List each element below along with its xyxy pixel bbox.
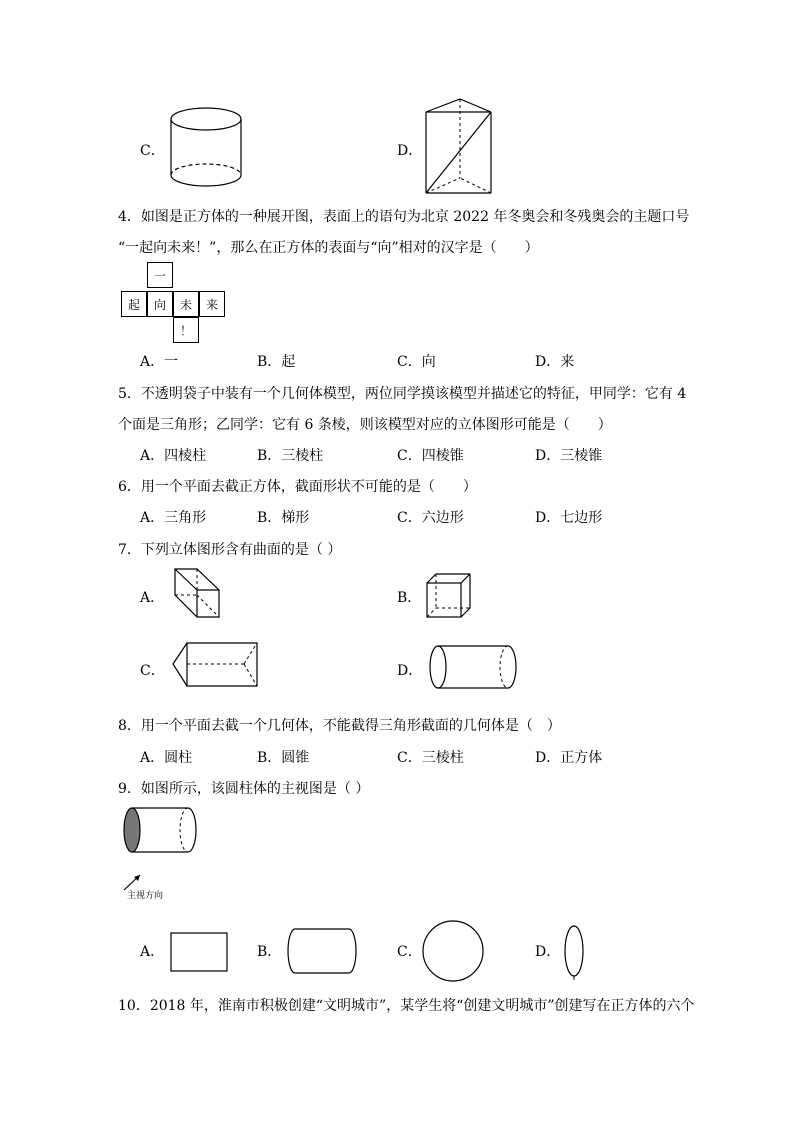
q6-option-a[interactable]: A．三角形 — [140, 510, 207, 526]
q5-stem-line2: 个面是三角形；乙同学：它有 6 条棱，则该模型对应的立体图形可能是（ ） — [118, 417, 612, 433]
circle-view-c — [422, 920, 484, 982]
prism-figure-c — [172, 642, 260, 690]
q5-option-a[interactable]: A．四棱柱 — [140, 448, 207, 464]
net-cell-top: 一 — [147, 262, 173, 288]
q9-stem: 9．如图所示，该圆柱体的主视图是（ ） — [118, 781, 370, 797]
ellipse-view-d — [563, 925, 587, 981]
q7-option-d-label[interactable]: D． — [397, 663, 423, 679]
q3-option-c-label: C． — [140, 143, 165, 159]
q7-option-b-label[interactable]: B． — [397, 590, 422, 606]
q6-stem: 6．用一个平面去截正方体，截面形状不可能的是（ ） — [118, 479, 477, 495]
rectangle-view-a — [170, 932, 228, 972]
q5-option-d[interactable]: D．三棱锥 — [535, 448, 603, 464]
q5-option-b[interactable]: B．三棱柱 — [257, 448, 324, 464]
q8-stem: 8．用一个平面去截一个几何体，不能截得三角形截面的几何体是（ ） — [118, 718, 561, 734]
net-cell-right1: 未 — [173, 291, 199, 317]
net-cell-left: 起 — [121, 291, 147, 317]
view-direction-label: 主视方向 — [127, 891, 164, 901]
q7-option-c-label[interactable]: C． — [140, 663, 165, 679]
cylinder-figure-q9 — [122, 806, 200, 856]
q6-option-c[interactable]: C．六边形 — [397, 510, 464, 526]
q7-stem: 7．下列立体图形含有曲面的是（ ） — [118, 542, 342, 558]
q8-option-d[interactable]: D．正方体 — [535, 750, 603, 766]
q4-option-a[interactable]: A．一 — [140, 354, 179, 370]
cylinder-figure — [170, 105, 245, 190]
cube-figure-b — [426, 573, 472, 619]
q8-option-b[interactable]: B．圆锥 — [257, 750, 310, 766]
rounded-view-b — [287, 928, 357, 974]
q5-option-c[interactable]: C．四棱锥 — [397, 448, 464, 464]
q9-option-a-label[interactable]: A． — [140, 944, 165, 960]
net-cell-right2: 来 — [199, 291, 225, 317]
q9-option-c-label[interactable]: C． — [397, 944, 422, 960]
q4-option-c[interactable]: C．向 — [397, 354, 436, 370]
q6-option-b[interactable]: B．梯形 — [257, 510, 310, 526]
q4-option-d[interactable]: D．来 — [535, 354, 575, 370]
cylinder-figure-d — [428, 644, 520, 690]
q8-option-c[interactable]: C．三棱柱 — [397, 750, 464, 766]
triangular-prism-figure — [425, 98, 495, 198]
q3-option-d-label: D． — [397, 143, 423, 159]
q8-option-a[interactable]: A．圆柱 — [140, 750, 193, 766]
q7-option-a-label[interactable]: A． — [140, 590, 165, 606]
q4-option-b[interactable]: B．起 — [257, 354, 296, 370]
q4-stem-line2: “一起向未来！”，那么在正方体的表面与“向”相对的汉字是（ ） — [118, 240, 539, 256]
q10-stem: 10．2018 年，淮南市积极创建“文明城市”，某学生将“创建文明城市”创建写在正方体的六个 — [118, 998, 695, 1014]
q4-stem-line1: 4．如图是正方体的一种展开图，表面上的语句为北京 2022 年冬奥会和冬残奥会的主题口号 — [118, 209, 690, 225]
cube-figure-a — [174, 568, 224, 620]
net-cell-bottom: ！ — [173, 317, 199, 343]
q9-option-b-label[interactable]: B． — [257, 944, 282, 960]
q5-stem-line1: 5．不透明袋子中装有一个几何体模型，两位同学摸该模型并描述它的特征，甲同学：它有 4 — [118, 386, 687, 402]
q6-option-d[interactable]: D．七边形 — [535, 510, 603, 526]
net-cell-mid: 向 — [147, 291, 173, 317]
q9-option-d-label[interactable]: D． — [535, 944, 561, 960]
